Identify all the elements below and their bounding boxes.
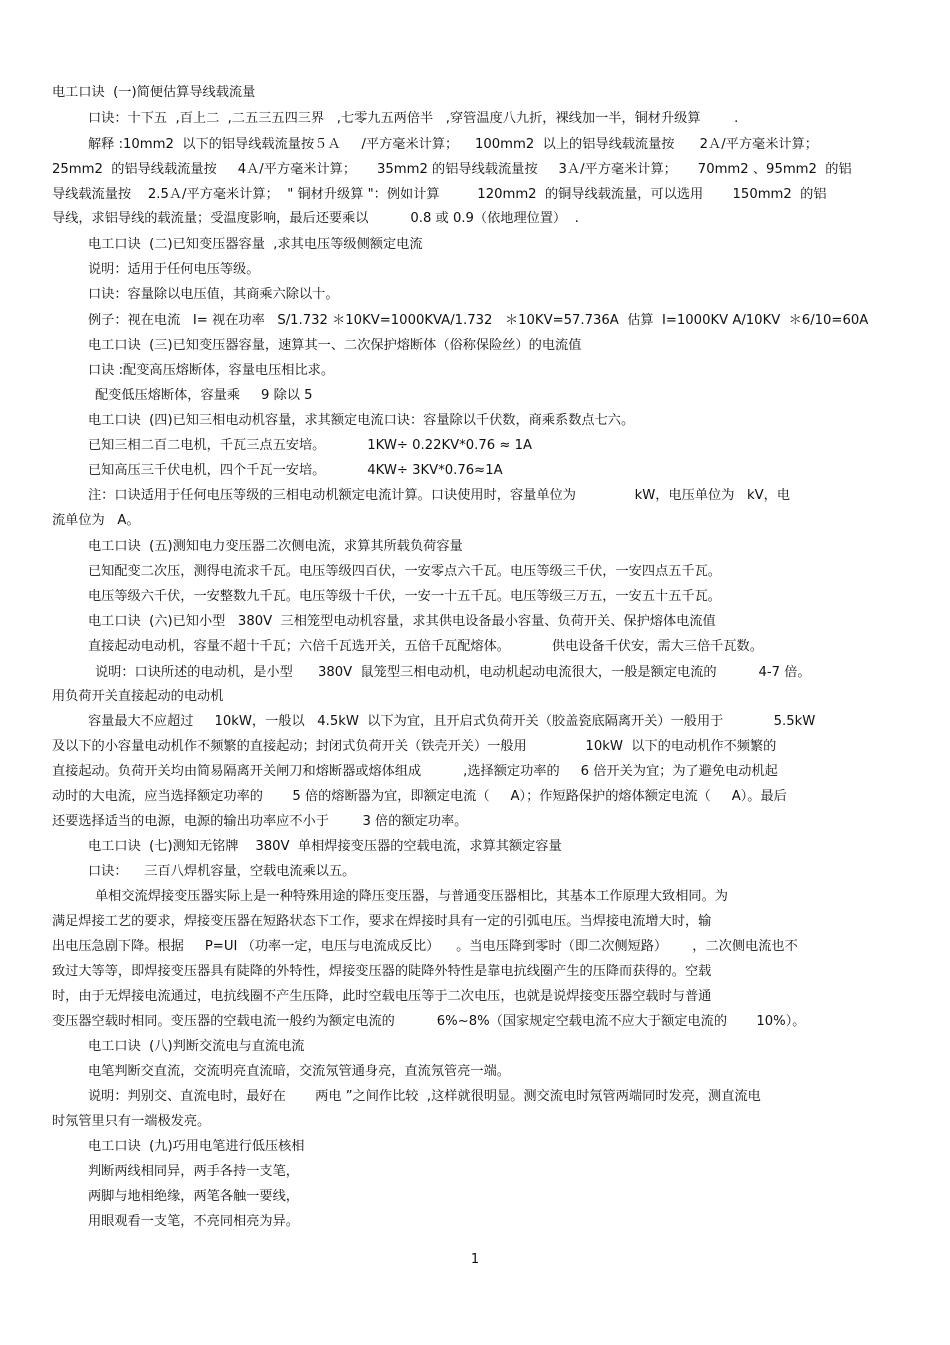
text-line: 口诀 :配变高压熔断体，容量电压相比求。 [88,363,335,378]
text-line: 判断两线相同异，两手各持一支笔， [88,1164,299,1179]
text-line: 口诀：十下五 ,百上二 ,二五三五四三界 ,七零九五两倍半 ,穿管温度八九折，裸线加一半，铜材升级算 . [88,111,739,126]
text-line: 致过大等等，即焊接变压器具有陡降的外特性，焊接变压器的陡降外特性是靠电抗线圈产生的压降而获得的。空载 [52,964,712,979]
text-line: 电工口诀 (四)已知三相电动机容量，求其额定电流口诀：容量除以千伏数，商乘系数点七六。 [88,413,635,428]
text-line: 流单位为 A。 [52,513,140,528]
text-line: 导线载流量按 2.5Ａ/平方毫米计算； " 铜材升级算 "：例如计算 120mm2 的铜导线载流量，可以选用 150mm2 的铝 [52,187,827,202]
text-line: 用负荷开关直接起动的电动机 [52,689,224,704]
text-line: 已知三相二百二电机，千瓦三点五安培。 1KW÷ 0.22KV*0.76 ≈ 1A [88,438,532,453]
text-line: 容量最大不应超过 10kW，一般以 4.5kW 以下为宜，且开启式负荷开关（胶盖瓷底隔离开关）一般用于 5.5kW [88,714,816,729]
text-line: 电工口诀 (二)已知变压器容量 ,求其电压等级侧额定电流 [88,237,423,252]
text-line: 例子：视在电流 I= 视在功率 S/1.732 ＊10KV=1000KVA/1.732 ＊10KV=57.736A 估算 I=1000KV A/10KV ＊6/10=60A [88,313,869,328]
text-line: 解释 :10mm2 以下的铝导线载流量按５Ａ /平方毫米计算； 100mm2 以上的铝导线载流量按 2Ａ/平方毫米计算； [88,137,818,152]
page-number: 1 [470,1252,480,1267]
text-line: 电工口诀 (五)测知电力变压器二次侧电流，求算其所载负荷容量 [88,539,463,554]
text-line: 电压等级六千伏，一安整数九千瓦。电压等级十千伏，一安一十五千瓦。电压等级三万五，一安五十五千瓦。 [88,589,721,604]
text-line: 已知高压三千伏电机，四个千瓦一安培。 4KW÷ 3KV*0.76≈1A [88,463,503,478]
text-line: 两脚与地相绝缘，两笔各触一要线， [88,1189,299,1204]
text-line: 时氖管里只有一端极发亮。 [52,1114,211,1129]
text-line: 满足焊接工艺的要求，焊接变压器在短路状态下工作，要求在焊接时具有一定的引弧电压。当焊接电流增大时，输 [52,914,712,929]
text-line: 口诀： 三百八焊机容量，空载电流乘以五。 [88,864,356,879]
text-line: 电工口诀 (七)测知无铭牌 380V 单相焊接变压器的空载电流，求算其额定容量 [88,839,562,854]
text-line: 出电压急剧下降。根据 P=UI （功率一定，电压与电流成反比） 。当电压降到零时（即二次侧短路） ，二次侧电流也不 [52,939,798,954]
text-line: 单相交流焊接变压器实际上是一种特殊用途的降压变压器，与普通变压器相比，其基本工作原理大致相同。为 [95,889,728,904]
text-line: 电工口诀 (九)巧用电笔进行低压核相 [88,1139,305,1154]
text-line: 电工口诀 (六)已知小型 380V 三相笼型电动机容量，求其供电设备最小容量、负荷开关、保护熔体电流值 [88,614,716,629]
text-line: 变压器空载时相同。变压器的空载电流一般约为额定电流的 6%~8%（国家规定空载电流不应大于额定电流的 10%）。 [52,1014,806,1029]
text-line: 直接起动。负荷开关均由简易隔离开关闸刀和熔断器或熔体组成 ,选择额定功率的 6 倍开关为宜；为了避免电动机起 [52,764,778,779]
text-line: 及以下的小容量电动机作不频繁的直接起动；封闭式负荷开关（铁壳开关）一般用 10kW 以下的电动机作不频繁的 [52,739,777,754]
text-line: 还要选择适当的电源，电源的输出功率应不小于 3 倍的额定功率。 [52,814,468,829]
text-line: 配变低压熔断体，容量乘 9 除以 5 [95,388,313,403]
text-line: 注：口诀适用于任何电压等级的三相电动机额定电流计算。口诀使用时，容量单位为 kW，电压单位为 kV，电 [88,488,791,503]
text-line: 说明：适用于任何电压等级。 [88,262,260,277]
text-line: 已知配变二次压，测得电流求千瓦。电压等级四百伏，一安零点六千瓦。电压等级三千伏，一安四点五千瓦。 [88,564,721,579]
text-line: 用眼观看一支笔，不亮同相亮为异。 [88,1214,299,1229]
text-line: 动时的大电流，应当选择额定功率的 5 倍的熔断器为宜，即额定电流（ A）；作短路保护的熔体额定电流（ A）。最后 [52,789,787,804]
text-line: 时，由于无焊接电流通过，电抗线圈不产生压降，此时空载电压等于二次电压，也就是说焊接变压器空载时与普通 [52,989,712,1004]
text-line: 电工口诀 (三)已知变压器容量，速算其一、二次保护熔断体（俗称保险丝）的电流值 [88,338,582,353]
text-line: 电笔判断交直流，交流明亮直流暗，交流氖管通身亮，直流氖管亮一端。 [88,1064,510,1079]
text-line: 口诀：容量除以电压值，其商乘六除以十。 [88,287,339,302]
text-line: 说明：判别交、直流电时，最好在 两电 ”之间作比较 ,这样就很明显。测交流电时氖管两端同时发亮，测直流电 [88,1089,761,1104]
text-line: 电工口诀 (一)简便估算导线载流量 [52,85,256,100]
text-line: 说明：口诀所述的电动机，是小型 380V 鼠笼型三相电动机，电动机起动电流很大，一般是额定电流的 4-7 倍。 [95,665,811,680]
text-line: 25mm2 的铝导线载流量按 4Ａ/平方毫米计算； 35mm2 的铝导线载流量按 3Ａ/平方毫米计算； 70mm2 、95mm2 的铝 [52,162,852,177]
text-line: 电工口诀 (八)判断交流电与直流电流 [88,1039,305,1054]
text-line: 导线，求铝导线的载流量；受温度影响，最后还要乘以 0.8 或 0.9（依地理位置） . [52,211,579,226]
text-line: 直接起动电动机，容量不超十千瓦；六倍千瓦选开关，五倍千瓦配熔体。 供电设备千伏安，需大三倍千瓦数。 [88,639,763,654]
